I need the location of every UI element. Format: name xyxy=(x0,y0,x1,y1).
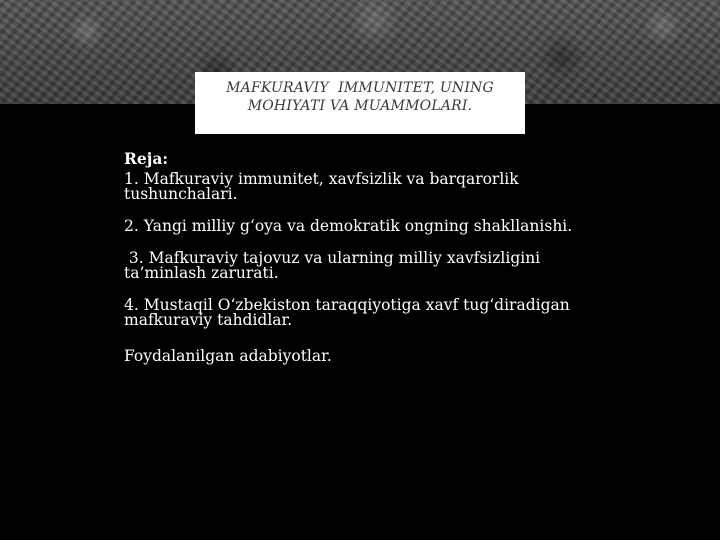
plan-item-3-line-2: ta’minlash zarurati. xyxy=(124,264,279,282)
plan-item-5 xyxy=(124,349,604,364)
slide-title-line-2: MOHIYATI VA MUAMMOLARI. xyxy=(247,98,473,114)
plan-item-1 xyxy=(124,172,604,202)
plan-heading: Reja: xyxy=(124,149,169,168)
slide-content xyxy=(124,150,604,364)
plan-item-1-line-2: tushunchalari. xyxy=(124,185,238,203)
plan-item-4-line-2: mafkuraviy tahdidlar. xyxy=(124,311,293,329)
plan-item-5-line-1: Foydalanilgan adabiyotlar. xyxy=(124,347,332,365)
slide-title-box xyxy=(195,72,525,134)
plan-item-4 xyxy=(124,298,604,328)
plan-item-2-line-1: 2. Yangi milliy g‘oya va demokratik ongning shakllanishi. xyxy=(124,217,573,235)
plan-item-3-line-1: 3. Mafkuraviy tajovuz va ularning milliy xavfsizligini xyxy=(124,249,541,267)
plan-item-2 xyxy=(124,219,604,234)
plan-item-1-line-1: 1. Mafkuraviy immunitet, xavfsizlik va barqarorlik xyxy=(124,170,519,188)
plan-item-4-line-1: 4. Mustaqil O‘zbekiston taraqqiyotiga xavf tug‘diradigan xyxy=(124,296,570,314)
plan-item-3 xyxy=(124,251,604,281)
slide-title-line-1: MAFKURAVIY IMMUNITET, UNING xyxy=(226,80,494,96)
